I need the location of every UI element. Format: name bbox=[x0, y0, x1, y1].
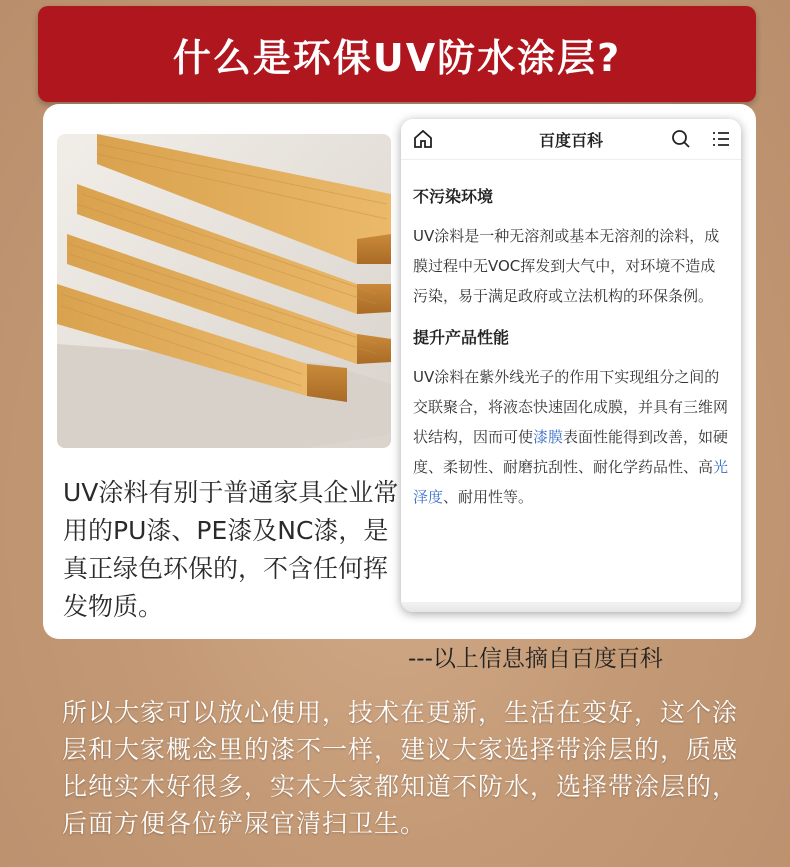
text-part: 、耐用性等。 bbox=[443, 488, 534, 506]
uv-description: UV涂料有别于普通家具企业常用的PU漆、PE漆及NC漆，是真正绿色环保的，不含任何挥发物质。 bbox=[63, 478, 399, 621]
info-card bbox=[43, 104, 756, 639]
link-lacquer-film[interactable]: 漆膜 bbox=[533, 428, 564, 446]
text-part: 表面性能得到改善，如硬度、柔韧性、耐磨抗刮性、耐化学药品性、高 bbox=[413, 428, 729, 476]
section-text bbox=[413, 362, 729, 512]
home-icon[interactable] bbox=[411, 127, 435, 151]
link-gloss[interactable]: 光泽度 bbox=[413, 458, 729, 506]
closing-paragraph: 所以大家可以放心使用，技术在更新，生活在变好，这个涂层和大家概念里的漆不一样，建议大家选择带涂层的，质感比纯实木好很多，实木大家都知道不防水，选择带涂层的，后面方便各位铲屎官清扫卫生。 bbox=[62, 698, 739, 838]
page-title: 什么是环保UV防水涂层? bbox=[172, 35, 622, 80]
text-part: UV涂料在紫外线光子的作用下实现组分之间的交联聚合，将液态快速固化成膜，并具有三维网状结构，因而可使 bbox=[413, 368, 729, 446]
section-heading: 不污染环境 bbox=[413, 187, 494, 206]
section-heading: 提升产品性能 bbox=[413, 328, 510, 347]
search-icon[interactable] bbox=[669, 127, 693, 151]
menu-icon[interactable] bbox=[709, 127, 733, 151]
section-text: UV涂料是一种无溶剂或基本无溶剂的涂料，成膜过程中无VOC挥发到大气中，对环境不造成污染，易于满足政府或立法机构的环保条例。 bbox=[413, 227, 720, 305]
phone-header bbox=[401, 119, 741, 160]
title-banner bbox=[38, 6, 756, 102]
phone-bottom-bar bbox=[401, 602, 741, 612]
baidu-baike-panel bbox=[401, 119, 741, 612]
wood-planks-image bbox=[57, 134, 391, 448]
source-note: ---以上信息摘自百度百科 bbox=[408, 646, 663, 672]
baike-title: 百度百科 bbox=[538, 130, 603, 150]
